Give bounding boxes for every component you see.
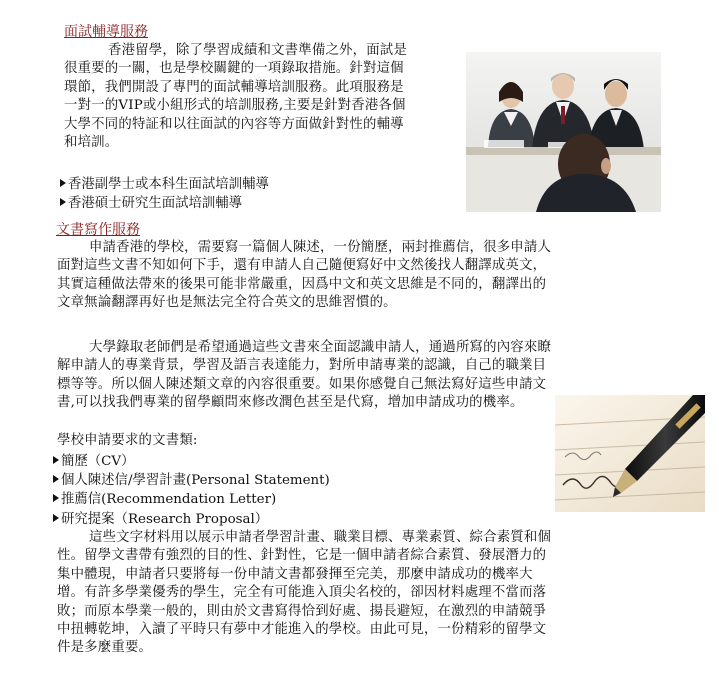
document-list-intro: 學校申請要求的文書類: [57, 433, 198, 448]
writing-paragraph-1: 申請香港的學校，需要寫一篇個人陳述，一份簡歷，兩封推薦信，很多申請人面對這些文書不知如何下手，還有申請人自己隨便寫好中文然後找人翻譯成英文，其實這種做法帶來的後果可能非常嚴重，因爲中文和英文思維是不同的，翻譯出的文章無論翻譯再好也是無法完全符合英文的思維習慣的。 [57, 240, 552, 311]
interview-bullet-2: 香港碩士研究生面試培訓輔導 [60, 194, 242, 213]
interview-paragraph: 香港留學，除了學習成績和文書準備之外，面試是很重要的一關，也是學校關鍵的一項錄取措施。針對這個環節，我們開設了專門的面試輔導培訓服務。此項服務是一對一的VIP或小組形式的培訓服務,主要是針對香港各個大學不同的特証和以往面試的內容等方面做針對性的輔導和培訓。 [64, 43, 407, 151]
pen-writing-photo [555, 395, 705, 512]
interview-section-heading[interactable]: 面試輔導服務 [64, 24, 148, 40]
bullet-arrow-icon [60, 198, 66, 206]
bullet-arrow-icon [53, 456, 59, 464]
document-item-recommendation: 推薦信(Recommendation Letter) [53, 490, 276, 509]
interview-bullet-1: 香港副學士或本科生面試培訓輔導 [60, 175, 269, 194]
interview-photo [466, 52, 661, 212]
document-item-research-proposal: 研究提案（Research Proposal） [53, 510, 268, 529]
bullet-arrow-icon [53, 514, 59, 522]
writing-paragraph-3: 這些文字材料用以展示申請者學習計畫、職業目標、專業素質、綜合素質和個性。留學文書帶有強烈的目的性、針對性，它是一個申請者綜合素質、發展潛力的集中體現，申請者只要將每一份申請文書都發揮至完美，那麼申請成功的機率大增。有許多學業優秀的學生，完全有可能進入頂尖名校的，卻因材料處理不當而落敗；而原本學業一般的，則由於文書寫得恰到好處、揚長避短，在激烈的申請競爭中扭轉乾坤，入讀了平時只有夢中才能進入的學校。由此可見，一份精彩的留學文件是多麼重要。 [57, 530, 552, 656]
writing-section-heading[interactable]: 文書寫作服務 [56, 222, 140, 238]
writing-paragraph-2: 大學錄取老師們是希望通過這些文書來全面認識申請人，通過所寫的內容來瞭解申請人的專業背景，學習及語言表達能力，對所申請專業的認識，自己的職業目標等等。所以個人陳述類文章的內容很重要。如果你感覺自己無法寫好這些申請文書,可以找我們專業的留學顧問來修改潤色甚至是代寫，增加申請成功的機率。 [57, 340, 552, 411]
document-item-cv: 簡歷（CV） [53, 452, 134, 471]
bullet-arrow-icon [53, 494, 59, 502]
bullet-arrow-icon [53, 475, 59, 483]
document-item-personal-statement: 個人陳述信/學習計畫(Personal Statement) [53, 471, 330, 490]
bullet-arrow-icon [60, 179, 66, 187]
